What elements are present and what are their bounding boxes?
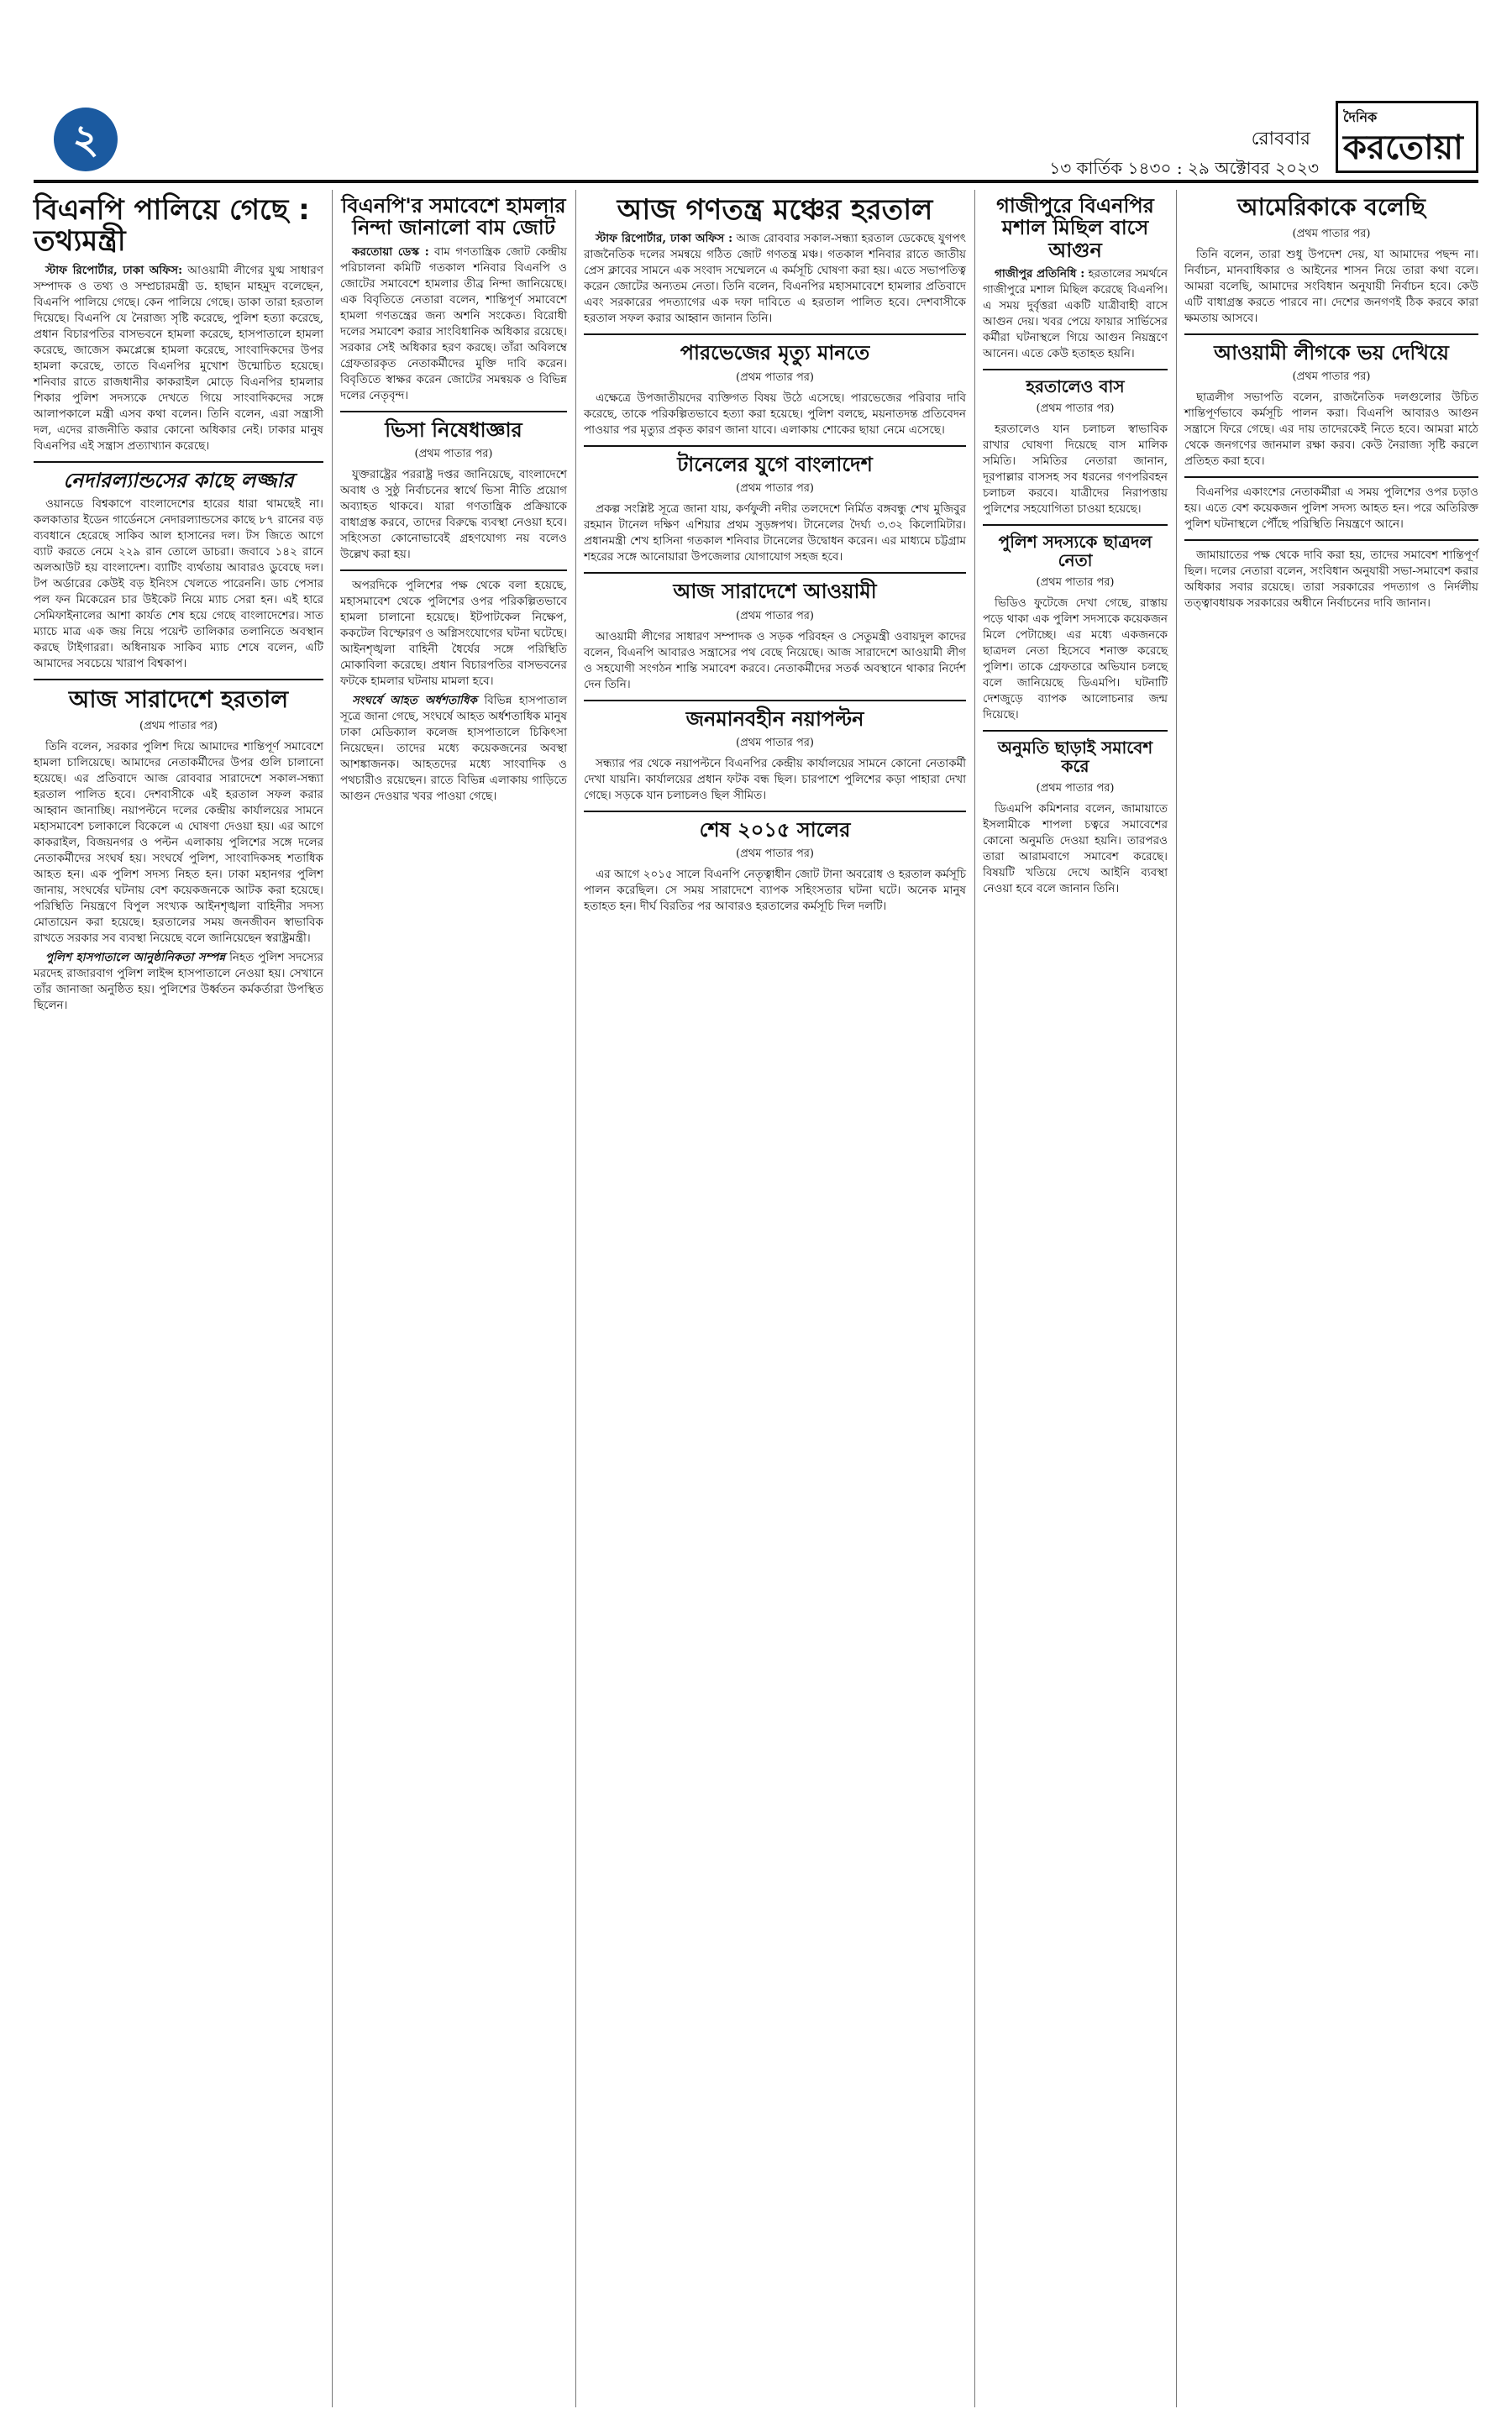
column-divider: [575, 190, 576, 2407]
column-4: [983, 190, 1168, 900]
logo-big-text: করতোয়া: [1343, 129, 1463, 167]
article-body: জামায়াতের পক্ষ থেকে দাবি করা হয়, তাদের সমাবেশ শান্তিপূর্ণ ছিল। দলের নেতারা বলেন, সংবিধান অনুযায়ী সভা-সমাবেশ করার অধিকার সবার রয়েছে। তারা সরকারের পদত্যাগ ও নির্দলীয় তত্ত্বাবধায়ক সরকারের অধীনে নির্বাচনের দাবি জানান।: [1184, 548, 1478, 611]
headline-awami-fear: আওয়ামী লীগকে ভয় দেখিয়ে: [1214, 340, 1449, 365]
headline-parvez-death: পারভেজের মৃত্যু মানতে: [680, 341, 870, 365]
article-body: তিনি বলেন, সরকার পুলিশ দিয়ে আমাদের শান্তিপূর্ণ সমাবেশে হামলা চালিয়েছে। আমাদের নেতাকর্মীদের উপর গুলি চালানো হয়েছে। এর প্রতিবাদে আজ রোববার সারাদেশে সকাল-সন্ধ্যা হরতাল পালিত হবে। দেশবাসীকে এই হরতাল সফল করার আহ্বান জানাচ্ছি। নয়াপল্টনে দলের কেন্দ্রীয় কার্যালয়ের সামনে মহাসমাবেশ চলাকালে বিকেলে এ ঘোষণা দেওয়া হয়। এর আগে কাকরাইল, বিজয়নগর ও পল্টন এলাকায় পুলিশের সঙ্গে দলের নেতাকর্মীদের সংঘর্ষ হয়। সংঘর্ষে পুলিশ, সাংবাদিকসহ শতাধিক আহত হন। এক পুলিশ সদস্য নিহত হন। ঢাকা মহানগর পুলিশ জানায়, সংঘর্ষের ঘটনায় বেশ কয়েকজনকে আটক করা হয়েছে। পরিস্থিতি নিয়ন্ত্রণে বিপুল সংখ্যক আইনশৃঙ্খলা বাহিনীর সদস্য মোতায়েন করা হয়েছে। হরতালের সময় জনজীবন স্বাভাবিক রাখতে সরকার সব ব্যবস্থা নিয়েছে বলে জানিয়েছেন স্বরাষ্ট্রমন্ত্রী।: [34, 739, 323, 945]
column-5: [1184, 190, 1478, 615]
column-divider: [974, 190, 975, 2407]
masthead: [34, 0, 1478, 180]
dateline: ১৩ কার্তিক ১৪৩০ : ২৯ অক্টোবর ২০২৩: [1049, 158, 1319, 178]
continued-note: (প্রথম পাতার পর): [414, 448, 493, 461]
continued-note: (প্রথম পাতার পর): [1036, 402, 1115, 416]
byline: স্টাফ রিপোর্টার, ঢাকা অফিস :: [596, 232, 733, 246]
article-body: ভিডিও ফুটেজে দেখা গেছে, রাস্তায় পড়ে থাকা এক পুলিশ সদস্যকে কয়েকজন মিলে পেটাচ্ছে। এর মধ্যে একজনকে ছাত্রদল নেতা হিসেবে শনাক্ত করেছে পুলিশ। তাকে গ্রেফতারে অভিযান চলছে বলে জানিয়েছে ডিএমপি। ঘটনাটি দেশজুড়ে ব্যাপক আলোচনার জন্ম দিয়েছে।: [983, 596, 1168, 722]
article-body: প্রকল্প সংশ্লিষ্ট সূত্রে জানা যায়, কর্ণফুলী নদীর তলদেশে নির্মিত বঙ্গবন্ধু শেখ মুজিবুর রহমান টানেল দক্ষিণ এশিয়ার প্রথম সুড়ঙ্গপথ। টানেলের দৈর্ঘ্য ৩.৩২ কিলোমিটার। প্রধানমন্ত্রী শেখ হাসিনা গতকাল শনিবার টানেলের উদ্বোধন করেন। এর মাধ্যমে চট্টগ্রাম শহরের সঙ্গে আনোয়ারা উপজেলার যোগাযোগ সহজ হবে।: [584, 502, 966, 564]
headline-gonotontro-moncho: আজ গণতন্ত্র মঞ্চের হরতাল: [617, 193, 933, 227]
article-body: ছাত্রলীগ সভাপতি বলেন, রাজনৈতিক দলগুলোর উচিত শান্তিপূর্ণভাবে কর্মসূচি পালন করা। বিএনপি আবারও আগুন সন্ত্রাসে ফিরে গেছে। এর দায় তাদেরকেই নিতে হবে। আমরা মাঠে থেকে জনগণের জানমাল রক্ষা করব। কেউ নৈরাজ্য সৃষ্টি করলে প্রতিহত করা হবে।: [1184, 391, 1478, 469]
continued-note: (প্রথম পাতার পর): [1292, 227, 1371, 240]
column-2: [340, 190, 567, 808]
headline-bnp-fled: বিএনপি পালিয়ে গেছে : তথ্যমন্ত্রী: [34, 193, 310, 259]
headline-gazipur-torch-rally: গাজীপুরে বিএনপির মশাল মিছিল বাসে আগুন: [996, 194, 1154, 262]
day-name: রোববার: [1251, 129, 1310, 150]
continued-note: (প্রথম পাতার পর): [736, 482, 814, 496]
logo-small-text: দৈনিক: [1343, 109, 1378, 125]
headline-told-america: আমেরিকাকে বলেছি: [1237, 193, 1425, 221]
article-body: হরতালেও যান চলাচল স্বাভাবিক রাখার ঘোষণা দিয়েছে বাস মালিক সমিতি। সমিতির নেতারা জানান, দূরপাল্লার বাসসহ সব ধরনের গণপরিবহন চলাচল করবে। যাত্রীদের নিরাপত্তায় পুলিশের সহযোগিতা চাওয়া হয়েছে।: [983, 422, 1168, 517]
page-number-badge: ২: [54, 108, 118, 171]
article-body: অপরদিকে পুলিশের পক্ষ থেকে বলা হয়েছে, মহাসমাবেশ থেকে পুলিশের ওপর পরিকল্পিতভাবে হামলা চালানো হয়েছে। ইটপাটকেল নিক্ষেপ, ককটেল বিস্ফোরণ ও অগ্নিসংযোগের ঘটনা ঘটেছে। আইনশৃঙ্খলা বাহিনী ধৈর্যের সঙ্গে পরিস্থিতি মোকাবিলা করেছে। প্রধান বিচারপতির বাসভবনের ফটকে হামলার ঘটনায় মামলা হবে।: [340, 579, 567, 689]
column-divider: [332, 190, 333, 2407]
headline-netherlands: নেদারল্যান্ডসের কাছে লজ্জার: [63, 468, 294, 492]
article-body: বিএনপির একাংশের নেতাকর্মীরা এ সময় পুলিশের ওপর চড়াও হয়। এতে বেশ কয়েকজন পুলিশ সদস্য আহত হন। পরে অতিরিক্ত পুলিশ ঘটনাস্থলে পৌঁছে পরিস্থিতি নিয়ন্ত্রণে আনে।: [1184, 485, 1478, 532]
masthead-rule: [34, 180, 1478, 183]
article-body: হরতালের সমর্থনে গাজীপুরে মশাল মিছিল করেছে বিএনপি। এ সময় দুর্বৃত্তরা একটি যাত্রীবাহী বাসে আগুন দেয়। খবর পেয়ে ফায়ার সার্ভিসের কর্মীরা ঘটনাস্থলে গিয়ে আগুন নিয়ন্ত্রণে আনেন। এতে কেউ হতাহত হয়নি।: [983, 267, 1168, 361]
headline-awami-nationwide: আজ সারাদেশে আওয়ামী: [673, 580, 877, 604]
headline-left-alliance: বিএনপি'র সমাবেশে হামলার নিন্দা জানালো বাম জোট: [341, 194, 566, 240]
article-body: আওয়ামী লীগের যুগ্ম সাধারণ সম্পাদক ও তথ্য ও সম্প্রচারমন্ত্রী ড. হাছান মাহমুদ বলেছেন, বিএনপি পালিয়ে গেছে। কেন পালিয়ে গেছে। ডাকা তারা হরতাল দিয়েছে। বিএনপি যে নৈরাজ্য সৃষ্টি করেছে, পুলিশ হত্যা করেছে, প্রধান বিচারপতির বাসভবনে হামলা করেছে, হাসপাতালে হামলা করেছে, জাজেস কমপ্লেক্সে হামলা করেছে, সাংবাদিকদের উপর হামলা করেছে, তাতে বিএনপির মুখোশ উন্মোচিত হয়েছে। শনিবার রাতে রাজধানীর কাকরাইল মোড়ে বিএনপির হামলার শিকার পুলিশ সদস্যকে দেখতে গিয়ে সাংবাদিকদের সঙ্গে আলাপকালে মন্ত্রী এসব কথা বলেন। তিনি বলেন, এরা সন্ত্রাসী দল, এদের রাজনীতি করার কোনো অধিকার নেই। ঢাকার মানুষ বিএনপির এই সন্ত্রাস প্রত্যাখ্যান করেছে।: [34, 263, 323, 453]
continued-note: (প্রথম পাতার পর): [736, 736, 814, 749]
continued-note: (প্রথম পাতার পর): [736, 848, 814, 861]
article-body: তিনি বলেন, তারা শুধু উপদেশ দেয়, যা আমাদের পছন্দ না। নির্বাচন, মানবাধিকার ও আইনের শাসন নিয়ে তারা কথা বলে। আমরা বলেছি, আমাদের সংবিধান অনুযায়ী নির্বাচন হবে। কেউ এটি বাধাগ্রস্ত করতে পারবে না। দেশের জনগণই ঠিক করবে কারা ক্ষমতায় আসবে।: [1184, 247, 1478, 325]
headline-bus-in-hartal: হরতালেও বাস: [1026, 376, 1125, 397]
continued-note: (প্রথম পাতার পর): [736, 609, 814, 622]
byline: গাজীপুর প্রতিনিধি :: [995, 267, 1085, 281]
headline-tunnel-era: টানেলের যুগে বাংলাদেশ: [677, 452, 873, 476]
article-body: এক্ষেত্রে উপজাতীয়দের ব্যক্তিগত বিষয় উঠে এসেছে। পারভেজের পরিবার দাবি করেছে, তাকে পরিকল্পিতভাবে হত্যা করা হয়েছে। পুলিশ বলছে, ময়নাতদন্ত প্রতিবেদন পাওয়ার পর মৃত্যুর প্রকৃত কারণ জানা যাবে। এলাকায় শোকের ছায়া নেমে এসেছে।: [584, 391, 966, 437]
column-3: [584, 190, 966, 918]
article-body: এর আগে ২০১৫ সালে বিএনপি নেতৃত্বাধীন জোট টানা অবরোধ ও হরতাল কর্মসূচি পালন করেছিল। সে সময় সারাদেশে ব্যাপক সহিংসতার ঘটনা ঘটে। অনেক মানুষ হতাহত হন। দীর্ঘ বিরতির পর আবারও হরতালের কর্মসূচি দিল দলটি।: [584, 868, 966, 914]
article-body: বাম গণতান্ত্রিক জোট কেন্দ্রীয় পরিচালনা কমিটি গতকাল শনিবার বিএনপি ও জোটের সমাবেশে হামলার তীব্র নিন্দা জানিয়েছে। এক বিবৃতিতে নেতারা বলেন, শান্তিপূর্ণ সমাবেশে হামলা গণতন্ত্রের জন্য অশনি সংকেত। বিরোধী দলের সমাবেশ করার সাংবিধানিক অধিকার রয়েছে। সরকার সেই অধিকার হরণ করছে। তাঁরা অবিলম্বে গ্রেফতারকৃত নেতাকর্মীদের মুক্তি দাবি করেন। বিবৃতিতে স্বাক্ষর করেন জোটের সমন্বয়ক ও বিভিন্ন দলের নেতৃবৃন্দ।: [340, 244, 567, 402]
byline: করতোয়া ডেস্ক :: [352, 244, 429, 259]
headline-rally-without-permission: অনুমতি ছাড়াই সমাবেশ করে: [997, 737, 1153, 777]
continued-note: (প্রথম পাতার পর): [139, 719, 218, 732]
headline-last-2015: শেষ ২০১৫ সালের: [699, 817, 851, 842]
continued-note: (প্রথম পাতার পর): [1036, 576, 1115, 590]
headline-visa-ban: ভিসা নিষেধাজ্ঞার: [385, 417, 522, 442]
article-body: নিহত পুলিশ সদস্যের মরদেহ রাজারবাগ পুলিশ লাইন্স হাসপাতালে নেওয়া হয়। সেখানে তাঁর জানাজা অনুষ্ঠিত হয়। পুলিশের উর্ধ্বতন কর্মকর্তারা উপস্থিত ছিলেন।: [34, 950, 323, 1012]
article-body: ডিএমপি কমিশনার বলেন, জামায়াতে ইসলামীকে শাপলা চত্বরে সমাবেশের কোনো অনুমতি দেওয়া হয়নি। তারপরও তারা আরামবাগে সমাবেশ করেছে। বিষয়টি খতিয়ে দেখে আইনি ব্যবস্থা নেওয়া হবে বলে জানান তিনি।: [983, 802, 1168, 896]
continued-note: (প্রথম পাতার পর): [1292, 370, 1371, 384]
kicker: পুলিশ হাসপাতালে আনুষ্ঠানিকতা সম্পন্ন: [45, 950, 226, 964]
headline-empty-naya-paltan: জনমানবহীন নয়াপল্টন: [685, 706, 864, 731]
continued-note: (প্রথম পাতার পর): [1036, 782, 1115, 795]
article-body: যুক্তরাষ্ট্রের পররাষ্ট্র দপ্তর জানিয়েছে, বাংলাদেশে অবাধ ও সুষ্ঠু নির্বাচনের স্বার্থে ভিসা নীতি প্রয়োগ অব্যাহত থাকবে। যারা গণতান্ত্রিক প্রক্রিয়াকে বাধাগ্রস্ত করবে, তাদের বিরুদ্ধে ব্যবস্থা নেওয়া হবে। সহিংসতা কোনোভাবেই গ্রহণযোগ্য নয় বলেও উল্লেখ করা হয়।: [340, 468, 567, 562]
headline-police-chhatradal: পুলিশ সদস্যকে ছাত্রদল নেতা: [998, 532, 1152, 571]
article-body: ওয়ানডে বিশ্বকাপে বাংলাদেশের হারের ধারা থামছেই না। কলকাতার ইডেন গার্ডেনসে নেদারল্যান্ডসের কাছে ৮৭ রানের বড় ব্যবধানে হেরেছে সাকিব আল হাসানের দল। টস জিতে আগে ব্যাট করতে নেমে ২২৯ রান তোলে ডাচরা। জবাবে ১৪২ রানে অলআউট হয় বাংলাদেশ। ব্যাটিং ব্যর্থতায় আবারও ডুবেছে দল। টপ অর্ডারের কেউই বড় ইনিংস খেলতে পারেননি। ডাচ পেসার পল ফন মিকেরেন চার উইকেট নিয়ে ম্যাচ সেরা হন। এই হারে সেমিফাইনালের আশা কার্যত শেষ হয়ে গেছে বাংলাদেশের। সাত ম্যাচে মাত্র এক জয় নিয়ে পয়েন্ট তালিকার তলানিতে অবস্থান করছে টাইগাররা। অধিনায়ক সাকিব ম্যাচ শেষে বলেন, এটি আমাদের সবচেয়ে খারাপ বিশ্বকাপ।: [34, 497, 323, 671]
newspaper-logo: [1336, 101, 1478, 173]
byline: স্টাফ রিপোর্টার, ঢাকা অফিস:: [45, 263, 183, 277]
article-body: বিভিন্ন হাসপাতাল সূত্রে জানা গেছে, সংঘর্ষে আহত অর্ধশতাধিক মানুষ ঢাকা মেডিক্যাল কলেজ হাসপাতালে চিকিৎসা নিয়েছেন। তাদের মধ্যে কয়েকজনের অবস্থা আশঙ্কাজনক। আহতদের মধ্যে সাংবাদিক ও পথচারীও রয়েছেন। রাতে বিভিন্ন এলাকায় গাড়িতে আগুন দেওয়ার খবর পাওয়া গেছে।: [340, 694, 567, 804]
column-1: [34, 190, 323, 1017]
kicker: সংঘর্ষে আহত অর্ধশতাধিক: [352, 694, 477, 708]
continued-note: (প্রথম পাতার পর): [736, 370, 814, 384]
headline-hartal-nationwide: আজ সারাদেশে হরতাল: [68, 685, 289, 714]
article-body: সন্ধ্যার পর থেকে নয়াপল্টনে বিএনপির কেন্দ্রীয় কার্যালয়ের সামনে কোনো নেতাকর্মী দেখা যায়নি। কার্যালয়ের প্রধান ফটক বন্ধ ছিল। চারপাশে পুলিশের কড়া পাহারা দেখা গেছে। সড়কে যান চলাচলও ছিল সীমিত।: [584, 756, 966, 802]
column-divider: [1176, 190, 1177, 2407]
article-body: আওয়ামী লীগের সাধারণ সম্পাদক ও সড়ক পরিবহন ও সেতুমন্ত্রী ওবায়দুল কাদের বলেন, বিএনপি আবারও সন্ত্রাসের পথ বেছে নিয়েছে। আজ সারাদেশে আওয়ামী লীগ ও সহযোগী সংগঠন শান্তি সমাবেশ করবে। নেতাকর্মীদের সতর্ক অবস্থানে থাকার নির্দেশ দেন তিনি।: [584, 629, 966, 691]
article-body: আজ রোববার সকাল-সন্ধ্যা হরতাল ডেকেছে যুগপৎ রাজনৈতিক দলের সমন্বয়ে গঠিত জোট গণতন্ত্র মঞ্চ। গতকাল শনিবার রাতে জাতীয় প্রেস ক্লাবের সামনে এক সংবাদ সম্মেলনে এ কর্মসূচি ঘোষণা করা হয়। এতে সভাপতিত্ব করেন জোটের অন্যতম নেতা। তিনি বলেন, বিএনপির মহাসমাবেশে হামলার প্রতিবাদে এবং সরকারের পদত্যাগের এক দফা দাবিতে এ হরতাল পালিত হবে। দেশবাসীকে হরতাল সফল করার আহ্বান জানান তিনি।: [584, 232, 966, 326]
